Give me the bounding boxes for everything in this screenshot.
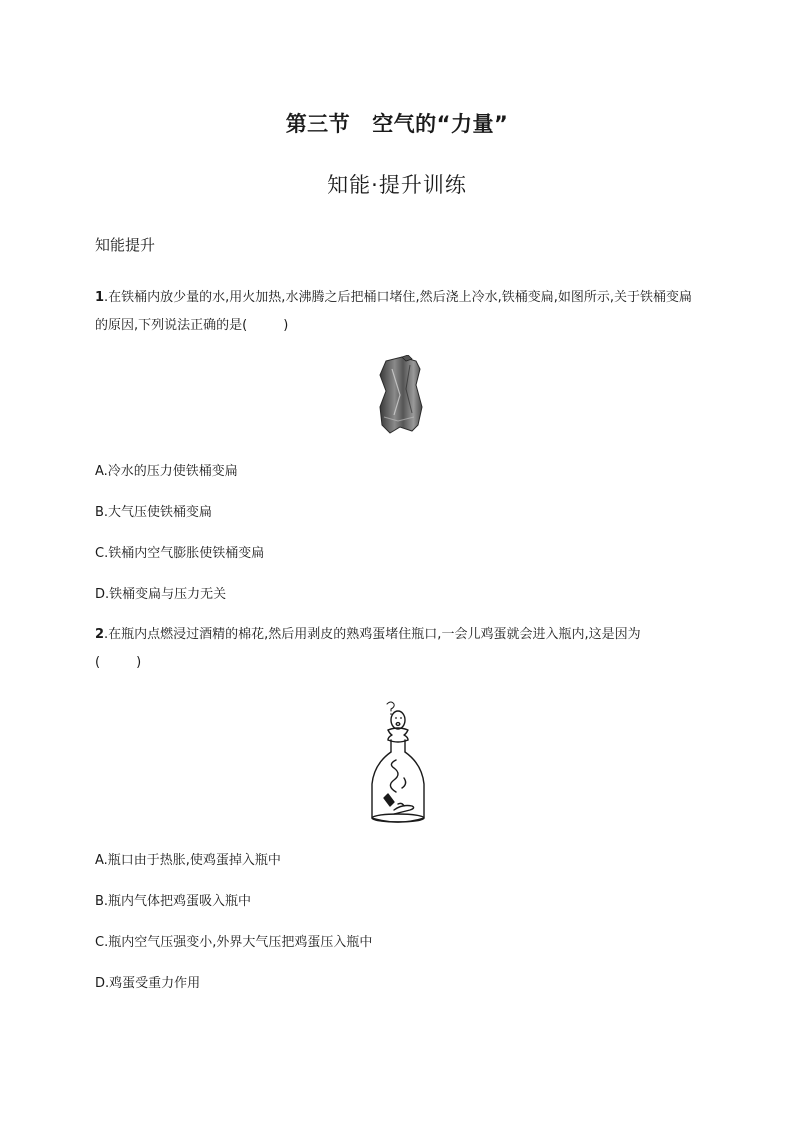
answer-paren-open: ( (95, 655, 101, 670)
question-1-text (95, 284, 701, 340)
question-2-option-d: D.鸡蛋受重力作用 (95, 976, 201, 991)
section-heading: 知能提升 (95, 236, 156, 254)
question-1-option-d: D.铁桶变扁与压力无关 (95, 587, 227, 602)
crushed-can-illustration (372, 355, 428, 435)
question-number: 2 (95, 627, 105, 642)
title-topic: 空气的“力量” (372, 112, 509, 136)
page-subtitle: 知能·提升训练 (327, 173, 467, 197)
question-stem: .在铁桶内放少量的水,用火加热,水沸腾之后把桶口堵住,然后浇上冷水,铁桶变扁,如图所示,关于铁桶变扁的原因,下列说法正确的是( (95, 290, 692, 333)
question-2-option-b: B.瓶内气体把鸡蛋吸入瓶中 (95, 894, 252, 909)
page-title (0, 108, 794, 138)
answer-paren-close: ) (136, 655, 142, 670)
question-1-option-c: C.铁桶内空气膨胀使铁桶变扁 (95, 546, 265, 561)
question-1-option-a: A.冷水的压力使铁桶变扁 (95, 464, 238, 479)
question-number: 1 (95, 290, 105, 305)
question-2-option-a: A.瓶口由于热胀,使鸡蛋掉入瓶中 (95, 853, 281, 868)
title-section-number: 第三节 (285, 112, 351, 136)
question-stem: .在瓶内点燃浸过酒精的棉花,然后用剥皮的熟鸡蛋堵住瓶口,一会儿鸡蛋就会进入瓶内,这是因为 (104, 627, 641, 642)
question-1-option-b: B.大气压使铁桶变扁 (95, 505, 213, 520)
egg-in-bottle-illustration (366, 700, 430, 826)
question-2-text (95, 621, 701, 677)
question-2-option-c: C.瓶内空气压强变小,外界大气压把鸡蛋压入瓶中 (95, 935, 373, 950)
answer-paren-close: ) (283, 318, 289, 333)
